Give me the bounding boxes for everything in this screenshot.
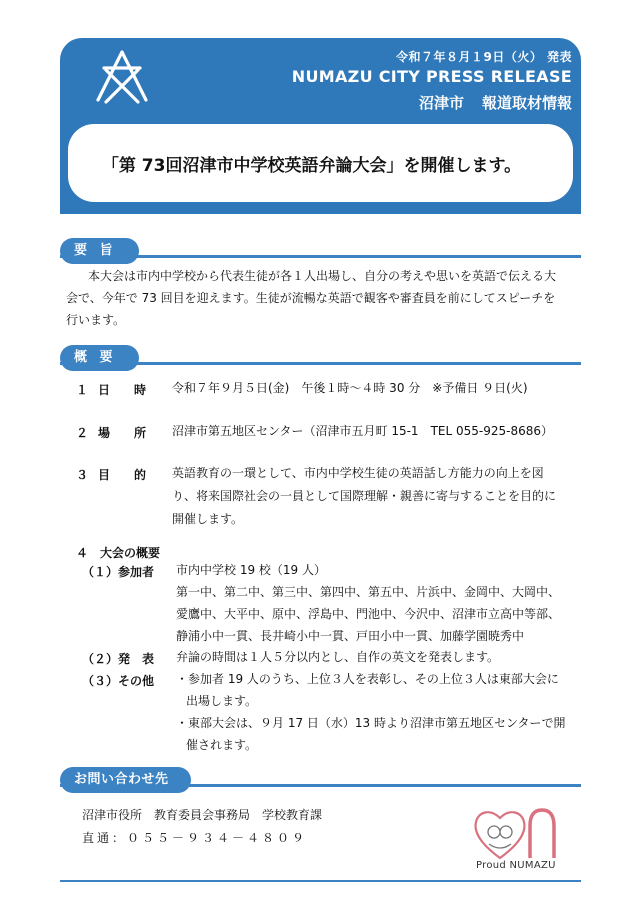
summary-line: 行います。 [66,313,126,327]
item3-line: り、将来国際社会の一員として国際理解・親善に寄与することを目的に [172,489,557,503]
item1-label: 日 時 [98,383,147,397]
item3-label: 目 的 [98,468,147,482]
summary-line: 本大会は市内中学校から代表生徒が各１人出場し、自分の考えや思いを英語で伝える大 [88,269,557,283]
overview-label: 概 要 [60,345,139,371]
proud-numazu-text: Proud NUMAZU [476,860,556,871]
item1-number: １ [76,383,89,397]
summary-text [66,265,576,331]
sub3-line: ・東部大会は、９月 17 日（水）13 時より沼津市第五地区センターで開 [176,716,566,730]
release-date: 令和７年８月１9日（火） 発表 [395,50,572,64]
item3-number: ３ [76,468,89,482]
sub3-label: （３）その他 [82,674,155,688]
contact-label: お問い合わせ先 [60,767,191,793]
item3-line: 開催します。 [172,512,244,526]
school-list-line: 静浦小中一貫、長井崎小中一貫、戸田小中一貫、加藤学園暁秀中 [176,629,525,643]
city-emblem-icon [92,48,152,106]
sub1-label: （１）参加者 [82,565,155,579]
sub2-label: （２）発 表 [82,652,155,666]
sub3-line: 出場します。 [186,694,258,708]
sub1-value: 市内中学校 19 校（19 人） [176,563,326,577]
sub3-line: ・参加者 19 人のうち、上位３人を表彰し、その上位３人は東部大会に [176,672,559,686]
city-name: 沼津市 [418,94,464,112]
sub3-line: 催されます。 [186,738,258,752]
item2-value: 沼津市第五地区センター（沼津市五月町 15-1 TEL 055-925-8686） [172,424,553,438]
press-release-jp [419,92,572,113]
item3-line: 英語教育の一環として、市内中学校生徒の英語話し方能力の向上を図 [172,466,544,480]
press-release-en: NUMAZU CITY PRESS RELEASE [291,67,572,86]
page-title: 「第 73回沼津市中学校英語弁論大会」を開催します。 [101,155,522,176]
summary-line: 会で、今年で 73 回目を迎えます。生徒が流暢な英語で観客や審査員を前にしてスピーチを [66,291,556,305]
summary-label: 要 旨 [60,238,139,264]
press-info-label: 報道取材情報 [481,94,572,112]
school-list-line: 愛鷹中、大平中、原中、浮島中、門池中、今沢中、沼津市立高中等部、 [176,607,561,621]
item2-label: 場 所 [98,426,147,440]
bottom-divider [60,880,581,882]
item1-value: 令和７年９月５日(金) 午後１時～４時 30 分 ※予備日 ９日(火) [172,381,528,395]
item4-title: ４ 大会の概要 [76,546,161,560]
contact-department: 沼津市役所 教育委員会事務局 学校教育課 [82,808,323,822]
item2-number: ２ [76,426,89,440]
title-box [68,124,573,202]
contact-phone: 直通：０５５－９３４－４８０９ [82,831,308,845]
school-list-line: 第一中、第二中、第三中、第四中、第五中、片浜中、金岡中、大岡中、 [176,585,561,599]
sub2-value: 弁論の時間は１人５分以内とし、自作の英文を発表します。 [176,650,500,664]
